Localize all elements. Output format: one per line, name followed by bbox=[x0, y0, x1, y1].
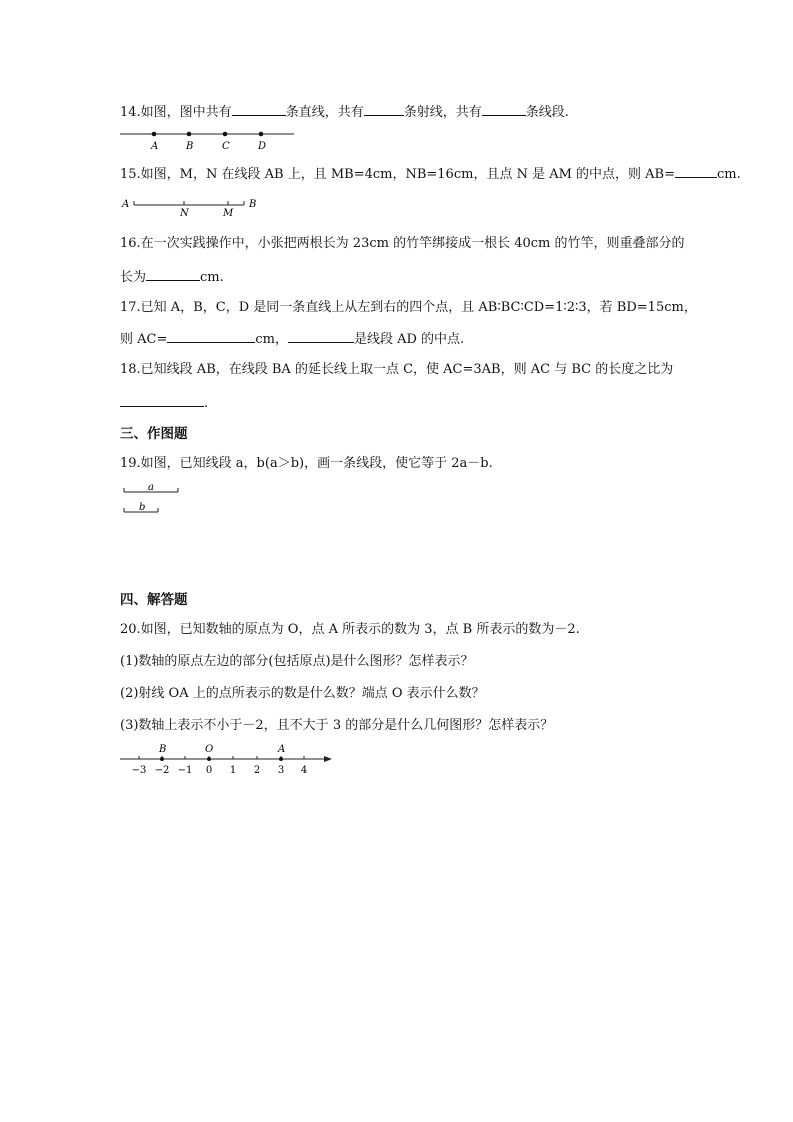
q18-text-end: . bbox=[204, 396, 209, 411]
q17-text-b: cm， bbox=[255, 332, 288, 347]
q14-blank-lines[interactable] bbox=[232, 102, 286, 116]
q14-point-d bbox=[259, 132, 264, 137]
question-20-part-3: (3)数轴上表示不小于－2，且不大于 3 的部分是什么几何图形？怎样表示？ bbox=[120, 718, 554, 733]
q14-text-3: 条射线，共有 bbox=[403, 105, 482, 120]
number-line-arrow bbox=[324, 756, 332, 762]
q15-text-1: 15.如图，M，N 在线段 AB 上，且 MB=4cm，NB=16cm，且点 N 是 AM 的中点，则 AB= bbox=[120, 167, 676, 182]
q14-label-c: C bbox=[222, 141, 230, 152]
q15-label-m: M bbox=[223, 208, 234, 218]
question-15 bbox=[120, 164, 741, 184]
label-point-a: A bbox=[278, 744, 286, 755]
tick-label: 0 bbox=[205, 765, 213, 776]
q15-label-a: A bbox=[122, 199, 130, 210]
q14-text-1: 14.如图，图中共有 bbox=[120, 105, 232, 120]
question-18-line-1: 18.已知线段 AB，在线段 BA 的延长线上取一点 C，使 AC=3AB，则 AC 与 BC 的长度之比为 bbox=[120, 362, 674, 377]
q17-blank-ac[interactable] bbox=[167, 329, 255, 343]
q17-text-c: 是线段 AD 的中点. bbox=[353, 332, 465, 347]
label-point-o: O bbox=[205, 744, 214, 755]
q19-figure bbox=[120, 480, 186, 518]
q15-label-b: B bbox=[249, 199, 257, 210]
number-line-figure bbox=[118, 742, 338, 776]
section-4-heading: 四、解答题 bbox=[120, 592, 188, 608]
q16-text-b: cm. bbox=[200, 270, 224, 285]
q14-point-c bbox=[223, 132, 228, 137]
question-20: 20.如图，已知数轴的原点为 O，点 A 所表示的数为 3，点 B 所表示的数为－2. bbox=[120, 622, 580, 637]
q16-text-a: 长为 bbox=[120, 270, 147, 285]
tick-label: 4 bbox=[300, 765, 308, 776]
q15-figure bbox=[118, 196, 268, 218]
q14-figure bbox=[118, 126, 298, 152]
q14-blank-rays[interactable] bbox=[364, 102, 404, 116]
tick-label: 3 bbox=[277, 765, 285, 776]
q14-text-2: 条直线，共有 bbox=[285, 105, 364, 120]
tick-label: 1 bbox=[229, 765, 237, 776]
tick-label: −2 bbox=[154, 765, 170, 776]
q16-blank-overlap[interactable] bbox=[146, 267, 200, 281]
question-16-line-2 bbox=[120, 267, 224, 287]
label-b: b bbox=[139, 502, 146, 513]
question-18-line-2 bbox=[120, 393, 208, 413]
q14-blank-segments[interactable] bbox=[482, 102, 526, 116]
q14-point-b bbox=[187, 132, 192, 137]
question-17-line-1: 17.已知 A，B，C，D 是同一条直线上从左到右的四个点，且 AB∶BC∶CD=1∶2∶3，若 BD=15cm， bbox=[120, 300, 697, 315]
tick-label: 2 bbox=[253, 765, 261, 776]
q18-blank-ratio[interactable] bbox=[120, 393, 204, 407]
point-a bbox=[279, 757, 283, 761]
question-20-part-2: (2)射线 OA 上的点所表示的数是什么数？端点 O 表示什么数？ bbox=[120, 686, 485, 701]
q14-label-a: A bbox=[151, 141, 159, 152]
q17-blank-midpoint[interactable] bbox=[288, 329, 354, 343]
q14-label-d: D bbox=[258, 141, 267, 152]
q15-blank-ab[interactable] bbox=[675, 164, 717, 178]
section-3-heading: 三、作图题 bbox=[120, 426, 188, 442]
point-b bbox=[160, 757, 164, 761]
question-19: 19.如图，已知线段 a，b(a＞b)，画一条线段，使它等于 2a－b. bbox=[120, 456, 493, 471]
question-14 bbox=[120, 102, 569, 122]
question-17-line-2 bbox=[120, 329, 464, 349]
q14-label-b: B bbox=[186, 141, 194, 152]
q14-text-4: 条线段. bbox=[525, 105, 569, 120]
q15-label-n: N bbox=[180, 208, 189, 218]
q15-text-2: cm. bbox=[717, 167, 741, 182]
tick-label: −3 bbox=[131, 765, 147, 776]
label-point-b: B bbox=[159, 744, 167, 755]
point-o bbox=[207, 757, 211, 761]
q17-text-a: 则 AC= bbox=[120, 332, 168, 347]
label-a: a bbox=[148, 482, 154, 493]
tick-label: −1 bbox=[177, 765, 193, 776]
question-20-part-1: (1)数轴的原点左边的部分(包括原点)是什么图形？怎样表示？ bbox=[120, 654, 474, 669]
q14-point-a bbox=[152, 132, 157, 137]
question-16-line-1: 16.在一次实践操作中，小张把两根长为 23cm 的竹竿绑接成一根长 40cm 的竹竿，则重叠部分的 bbox=[120, 236, 685, 251]
